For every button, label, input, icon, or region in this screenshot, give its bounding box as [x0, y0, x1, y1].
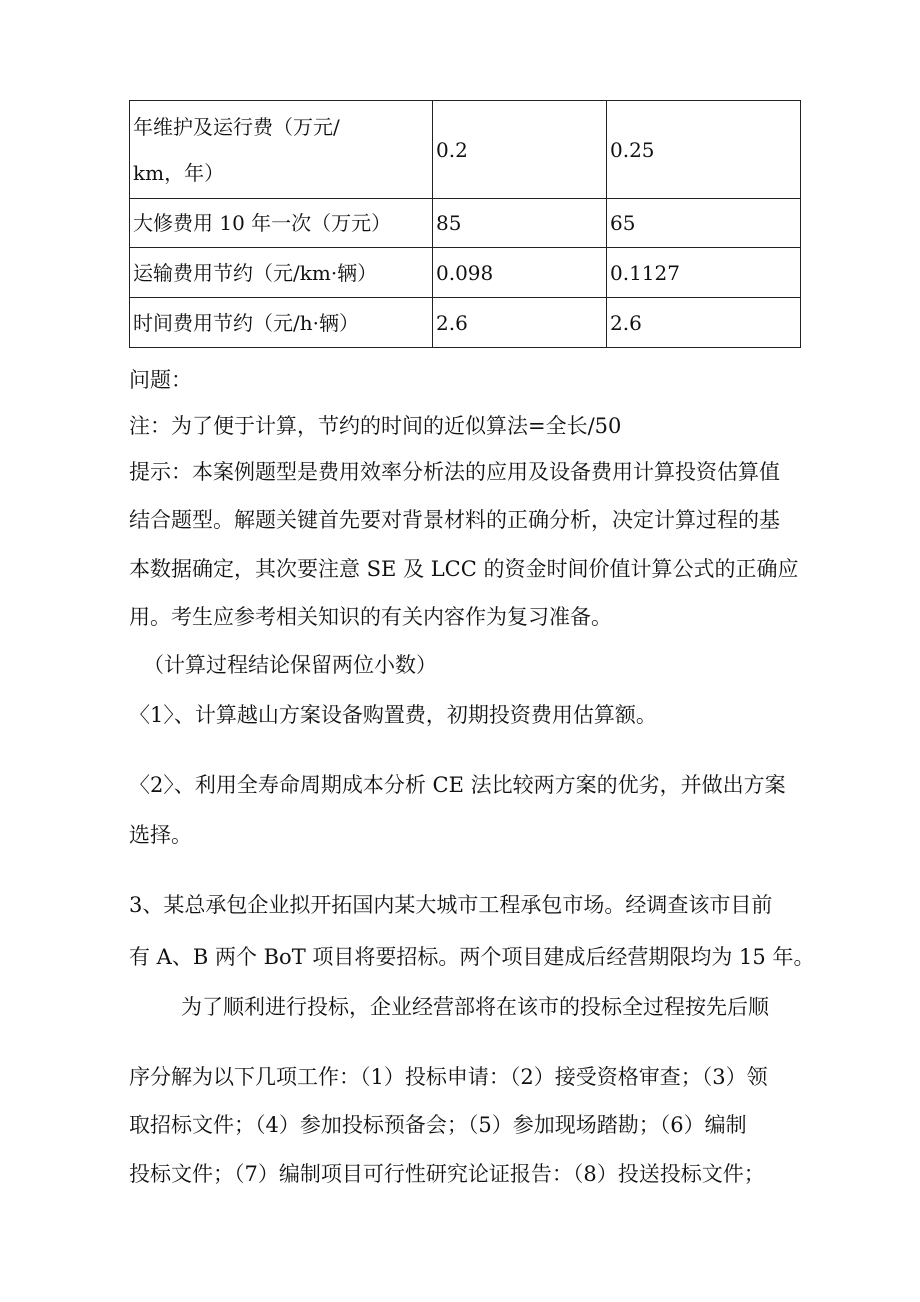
hint-line: 本数据确定，其次要注意 SE 及 LCC 的资金时间价值计算公式的正确应	[129, 557, 799, 581]
value-cell-plan1: 2.6	[433, 298, 607, 348]
row-label-overhaul: 大修费用 10 年一次（万元）	[130, 199, 433, 248]
question-3-line: 3、某总承包企业拟开拓国内某大城市工程承包市场。经调查该市目前	[129, 893, 773, 917]
hint-line: 结合题型。解题关键首先要对背景材料的正确分析，决定计算过程的基	[129, 508, 780, 532]
procedure-intro: 为了顺利进行投标，企业经营部将在该市的投标全过程按先后顺	[181, 995, 769, 1019]
question-2-line: 〈2〉、利用全寿命周期成本分析 CE 法比较两方案的优劣，并做出方案	[129, 773, 786, 797]
value-cell-plan1: 0.098	[433, 248, 607, 298]
table-row	[130, 248, 801, 298]
question-label: 问题：	[129, 368, 192, 392]
row-label-maintenance	[130, 101, 433, 199]
procedure-line: 序分解为以下几项工作：（1）投标申请：（2）接受资格审查；（3）领	[129, 1065, 768, 1089]
value-cell-plan2: 0.25	[607, 101, 801, 199]
value-cell-plan2: 0.1127	[607, 248, 801, 298]
table-row	[130, 199, 801, 248]
row-label-line2: km，年）	[133, 160, 225, 185]
calculation-note: 注：为了便于计算，节约的时间的近似算法=全长/50	[129, 414, 622, 438]
row-label-line1: 年维护及运行费（万元/	[133, 114, 340, 139]
row-label-transport-saving: 运输费用节约（元/km·辆）	[130, 248, 433, 298]
row-label-time-saving: 时间费用节约（元/h·辆）	[130, 298, 433, 348]
hint-line: 提示：本案例题型是费用效率分析法的应用及设备费用计算投资估算值	[129, 460, 780, 484]
table-row	[130, 101, 801, 199]
question-2-line: 选择。	[129, 823, 192, 847]
rounding-note: （计算过程结论保留两位小数）	[143, 653, 437, 677]
procedure-line: 投标文件；（7）编制项目可行性研究论证报告：（8）投送投标文件；	[129, 1162, 765, 1186]
procedure-line: 取招标文件；（4）参加投标预备会；（5）参加现场踏勘；（6）编制	[129, 1113, 747, 1137]
value-cell-plan2: 65	[607, 199, 801, 248]
value-cell-plan1: 85	[433, 199, 607, 248]
question-1: 〈1〉、计算越山方案设备购置费，初期投资费用估算额。	[129, 703, 657, 727]
value-cell-plan2: 2.6	[607, 298, 801, 348]
value-cell-plan1: 0.2	[433, 101, 607, 199]
hint-line: 用。考生应参考相关知识的有关内容作为复习准备。	[129, 605, 612, 629]
question-3-line: 有 A、B 两个 BoT 项目将要招标。两个项目建成后经营期限均为 15 年。	[129, 945, 815, 969]
cost-comparison-table	[129, 100, 801, 348]
table-row	[130, 298, 801, 348]
